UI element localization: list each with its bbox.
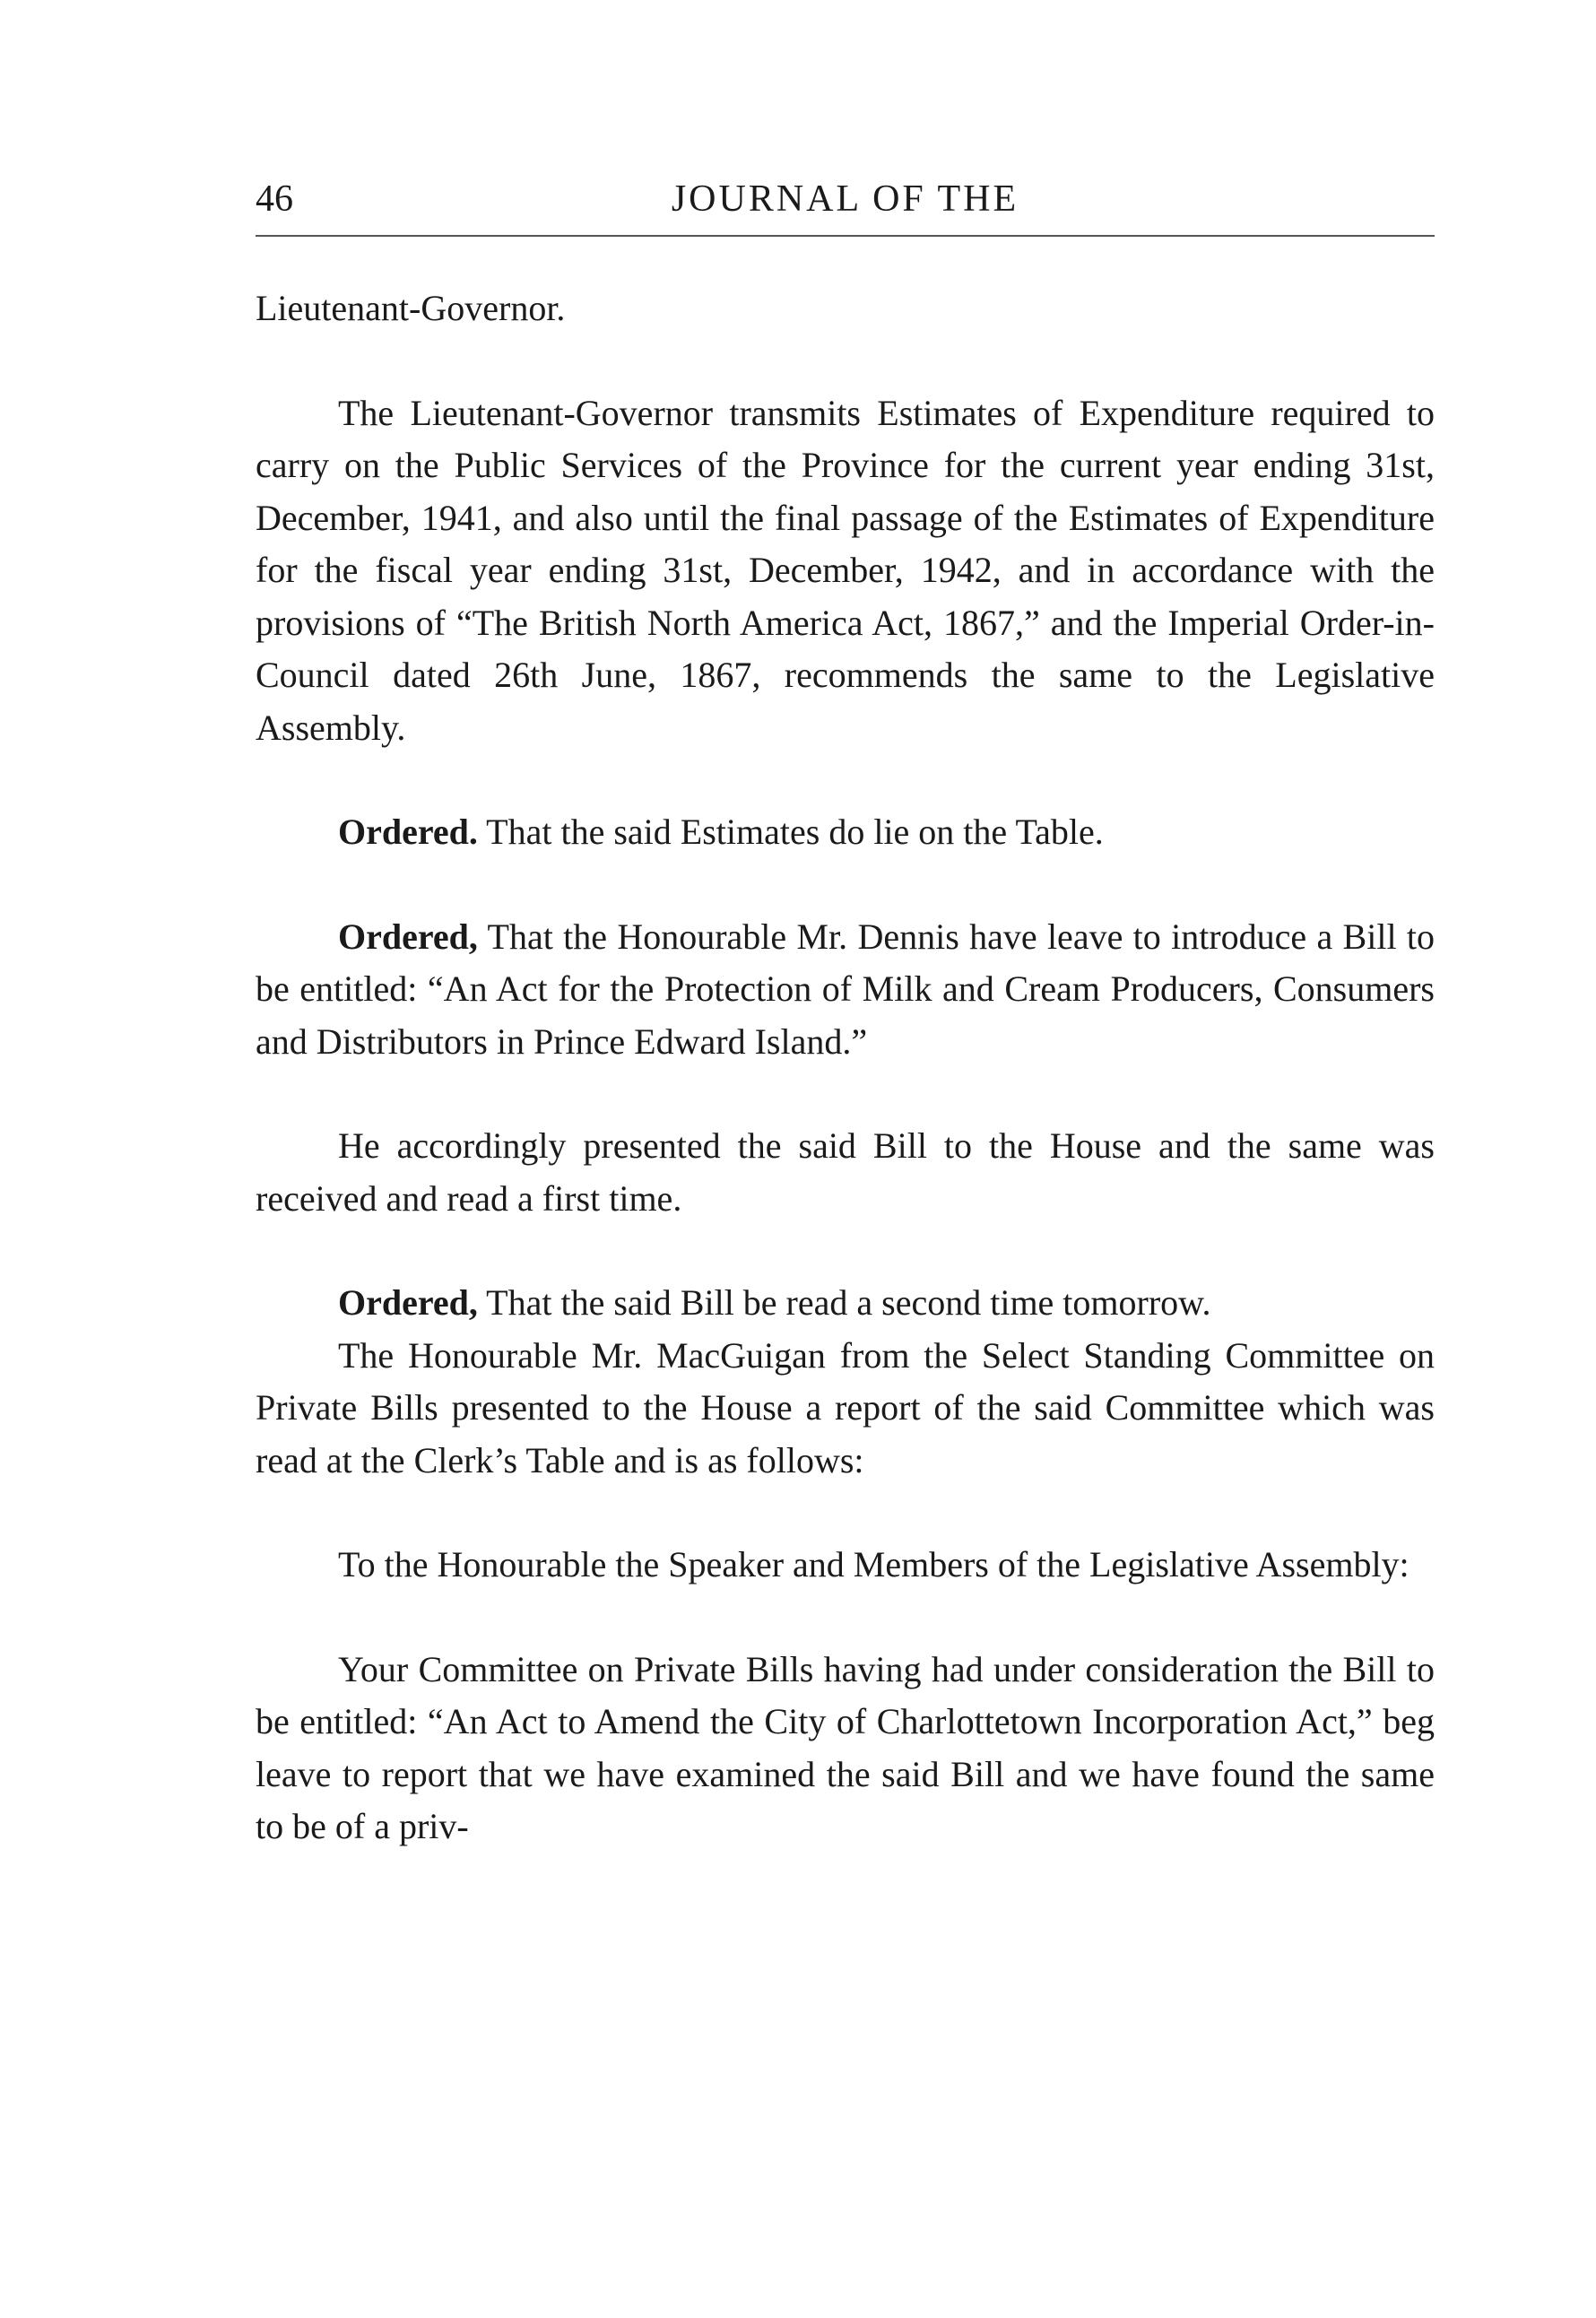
body-text bbox=[256, 282, 1435, 1854]
paragraph-text: Your Committee on Private Bills having had under consideration the Bill to be entitled: “An Act to Amend the City of Charlottetown Incorporation Act,” beg leave to report that we have examined the said Bill and we have found the same to be of a priv- bbox=[256, 1648, 1435, 1846]
paragraph-text: Lieutenant-Governor. bbox=[256, 288, 566, 328]
paragraph-text: The Honourable Mr. MacGuigan from the Select Standing Committee on Private Bills presented to the House a report of the said Committee which was read at the Clerk’s Table and is as follows: bbox=[256, 1334, 1435, 1480]
paragraph-first-reading bbox=[256, 1120, 1435, 1225]
paragraph-order-second-reading bbox=[256, 1277, 1435, 1330]
paragraph-address bbox=[256, 1539, 1435, 1592]
journal-page bbox=[256, 0, 1435, 2318]
paragraph-text: To the Honourable the Speaker and Members of the Legislative Assembly: bbox=[338, 1544, 1410, 1584]
ordered-label: Ordered. bbox=[338, 812, 478, 852]
paragraph-committee-report bbox=[256, 1330, 1435, 1488]
paragraph-text: The Lieutenant-Governor transmits Estimates of Expenditure required to carry on the Public Services of the Province for the current year ending 31st, December, 1941, and also until the final passage of the Estimates of Expenditure for the fiscal year ending 31st, December, 1942, and in accordance with the provisions of “The British North America Act, 1867,” and the Imperial Order-in-Council dated 26th June, 1867, recommends the same to the Legislative Assembly. bbox=[256, 392, 1435, 748]
ordered-label: Ordered, bbox=[338, 916, 478, 957]
ordered-label: Ordered, bbox=[338, 1282, 478, 1323]
paragraph-text: That the said Estimates do lie on the Table. bbox=[477, 812, 1104, 852]
paragraph-estimates-message bbox=[256, 387, 1435, 755]
page-number: 46 bbox=[256, 178, 293, 220]
journal-title: JOURNAL OF THE bbox=[671, 178, 1019, 220]
paragraph-committee-findings bbox=[256, 1644, 1435, 1854]
paragraph-order-table bbox=[256, 806, 1435, 859]
paragraph-text: That the said Bill be read a second time tomorrow. bbox=[477, 1282, 1211, 1323]
paragraph-order-bill bbox=[256, 911, 1435, 1069]
running-head bbox=[256, 172, 1435, 226]
header-rule bbox=[256, 235, 1435, 237]
paragraph-text: That the Honourable Mr. Dennis have leave to introduce a Bill to be entitled: “An Act for the Protection of Milk and Cream Producers, Consumers and Distributors in Prince Edward Island.” bbox=[256, 916, 1435, 1062]
paragraph-continuation bbox=[256, 282, 1435, 335]
paragraph-text: He accordingly presented the said Bill to the House and the same was received and read a first time. bbox=[256, 1125, 1435, 1219]
